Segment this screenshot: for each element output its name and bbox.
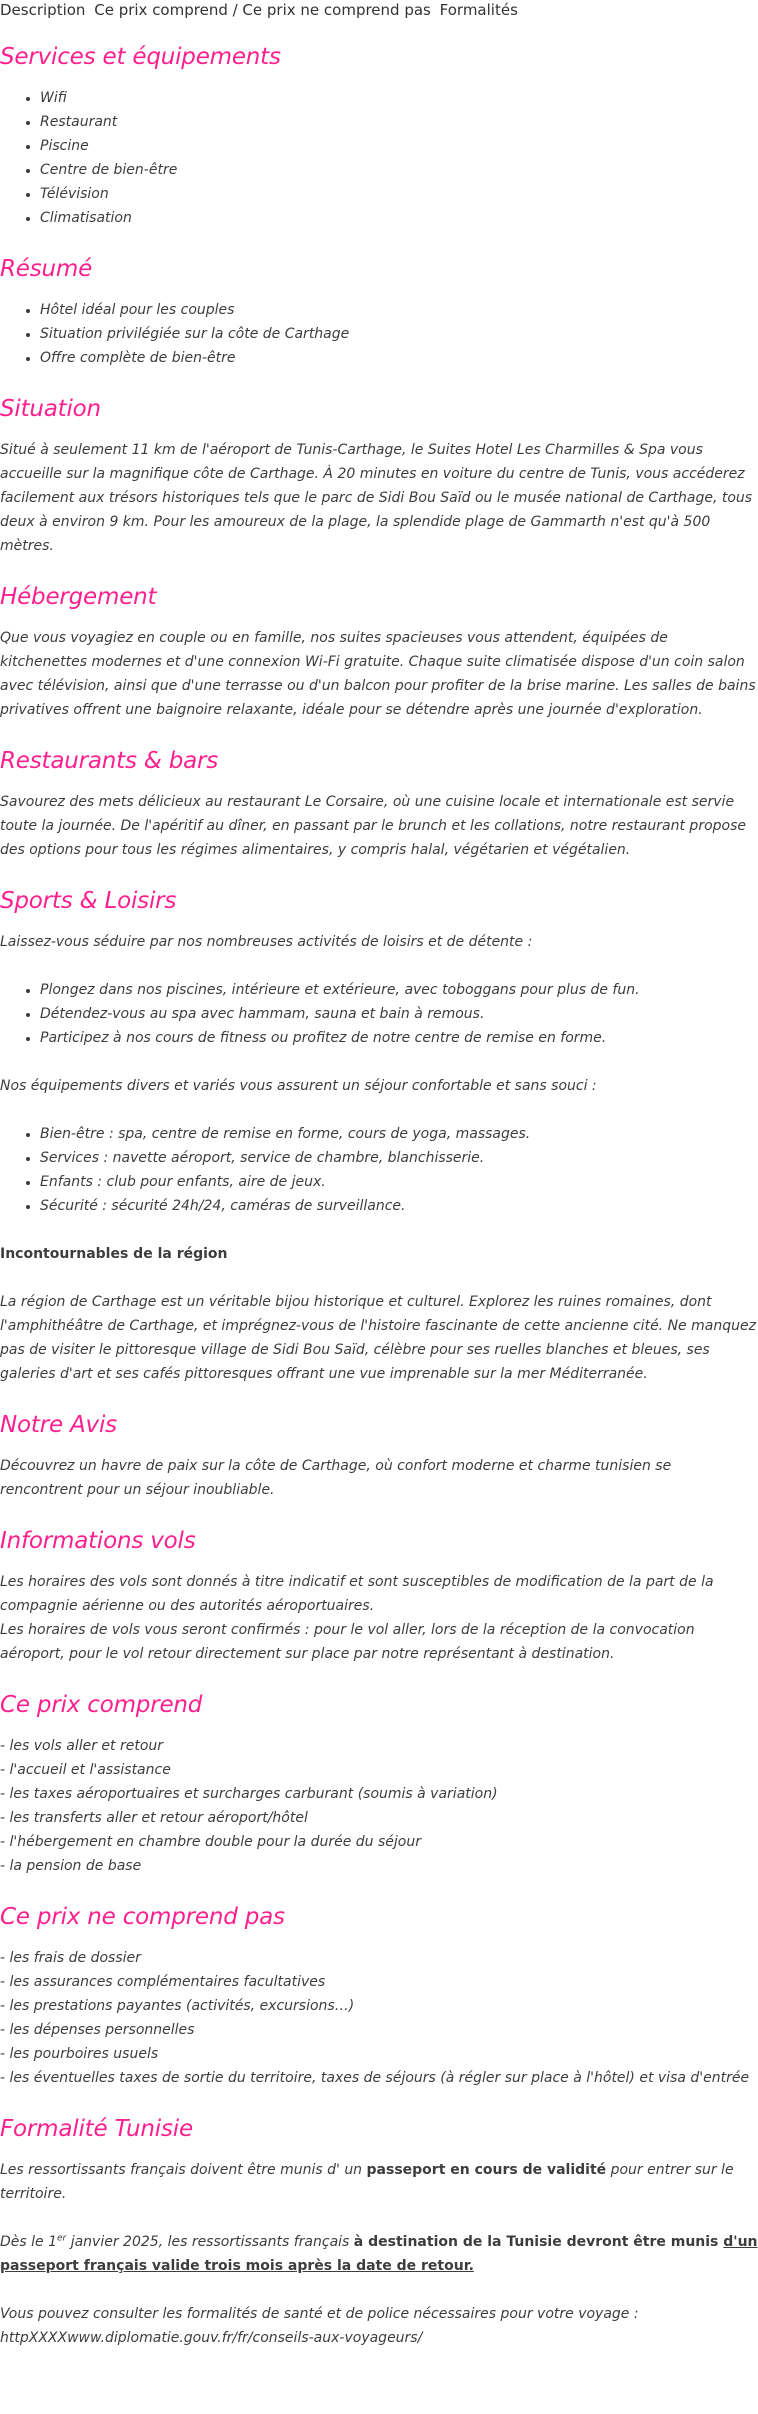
- list-item: • Centre de bien-être: [40, 158, 758, 182]
- list-item: • Enfants : club pour enfants, aire de jeux.: [40, 1170, 758, 1194]
- avis-title: Notre Avis: [0, 1412, 117, 1438]
- vols-section: [0, 1526, 758, 1666]
- text-span: janvier 2025, les ressortissants français: [66, 2234, 354, 2250]
- destination-emphasis: à destination de la Tunisie devront être munis: [353, 2234, 724, 2250]
- tab-bar: [0, 0, 758, 20]
- services-list: [0, 86, 758, 230]
- list-item: • Piscine: [40, 134, 758, 158]
- ne-comprend-lines: [0, 1946, 758, 2090]
- list-item: • Offre complète de bien-être: [40, 346, 758, 370]
- text-span: Les ressortissants français doivent être munis d' un: [0, 2162, 367, 2178]
- avis-section: [0, 1410, 758, 1502]
- sports-intro2: Nos équipements divers et variés vous assurent un séjour confortable et sans souci :: [0, 1078, 597, 1094]
- list-item: - les dépenses personnelles: [0, 2022, 195, 2038]
- resume-list: [0, 298, 758, 370]
- passport-emphasis: passeport en cours de validité: [366, 2162, 607, 2178]
- list-item: • Wifi: [40, 86, 758, 110]
- tab-prix[interactable]: Ce prix comprend / Ce prix ne comprend pas: [94, 1, 431, 19]
- ne-comprend-section: [0, 1902, 758, 2090]
- list-item: - les transferts aller et retour aéroport/hôtel: [0, 1810, 308, 1826]
- services-title: Services et équipements: [0, 44, 281, 70]
- sports-section: [0, 886, 758, 1386]
- avis-text: Découvrez un havre de paix sur la côte de Carthage, où confort moderne et charme tunisien se rencontrent pour un séjour inoubliable.: [0, 1458, 672, 1498]
- list-item: • Participez à nos cours de fitness ou profitez de notre centre de remise en forme.: [40, 1026, 758, 1050]
- list-item: - les frais de dossier: [0, 1950, 141, 1966]
- list-item: • Hôtel idéal pour les couples: [40, 298, 758, 322]
- list-item: • Situation privilégiée sur la côte de Carthage: [40, 322, 758, 346]
- vols-title: Informations vols: [0, 1528, 196, 1554]
- list-item: - les vols aller et retour: [0, 1738, 164, 1754]
- region-text: La région de Carthage est un véritable bijou historique et culturel. Explorez les ruines romaines, dont l'amphithéâtre de Carthage, et imprégnez-vous de l'histoire fascinante de cette ancienne cité. Ne manquez pas de visiter le pittoresque village de Sidi Bou Saïd, célèbre pour ses ruelles blanches et bleues, ses galeries d'art et ses cafés pittoresques offrant une vue imprenable sur la mer Méditerranée.: [0, 1294, 756, 1382]
- comprend-title: Ce prix comprend: [0, 1692, 203, 1718]
- list-item: • Sécurité : sécurité 24h/24, caméras de surveillance.: [40, 1194, 758, 1218]
- formalite-title: Formalité Tunisie: [0, 2116, 193, 2142]
- tab-description[interactable]: Description: [0, 1, 86, 19]
- vols-line: Les horaires de vols vous seront confirmés : pour le vol aller, lors de la réception de la convocation aéroport, pour le vol retour directement sur place par notre représentant à destination.: [0, 1622, 695, 1662]
- list-item: - les assurances complémentaires facultatives: [0, 1974, 326, 1990]
- restaurants-title: Restaurants & bars: [0, 748, 219, 774]
- list-item: • Plongez dans nos piscines, intérieure et extérieure, avec toboggans pour plus de fun.: [40, 978, 758, 1002]
- list-item: - les pourboires usuels: [0, 2046, 159, 2062]
- resume-section: [0, 254, 758, 370]
- list-item: - l'hébergement en chambre double pour la durée du séjour: [0, 1834, 421, 1850]
- services-section: [0, 42, 758, 230]
- equipements-list: [0, 1122, 758, 1218]
- formalite-passport-text: [0, 2158, 758, 2206]
- list-item: • Restaurant: [40, 110, 758, 134]
- formalite-consult: [0, 2302, 758, 2350]
- list-item: • Télévision: [40, 182, 758, 206]
- list-item: • Services : navette aéroport, service de chambre, blanchisserie.: [40, 1146, 758, 1170]
- resume-title: Résumé: [0, 256, 93, 282]
- list-item: - l'accueil et l'assistance: [0, 1762, 171, 1778]
- vols-line: Les horaires des vols sont donnés à titre indicatif et sont susceptibles de modification de la part de la compagnie aérienne ou des autorités aéroportuaires.: [0, 1574, 714, 1614]
- vols-lines: [0, 1570, 758, 1666]
- list-item: • Bien-être : spa, centre de remise en forme, cours de yoga, massages.: [40, 1122, 758, 1146]
- passport-validity-emphasis: d'un passeport français valide trois mois après la date de retour.: [0, 2234, 758, 2274]
- hebergement-section: [0, 582, 758, 722]
- diplomatie-link[interactable]: httpXXXXwww.diplomatie.gouv.fr/fr/conseils-aux-voyageurs/: [0, 2330, 423, 2346]
- consult-text: Vous pouvez consulter les formalités de santé et de police nécessaires pour votre voyage :: [0, 2306, 639, 2322]
- tab-formalites[interactable]: Formalités: [439, 1, 518, 19]
- text-span: pour entrer sur le territoire.: [0, 2162, 734, 2202]
- hebergement-title: Hébergement: [0, 584, 157, 610]
- list-item: - les prestations payantes (activités, excursions…): [0, 1998, 355, 2014]
- sports-list: [0, 978, 758, 1050]
- comprend-section: [0, 1690, 758, 1878]
- sports-intro: Laissez-vous séduire par nos nombreuses activités de loisirs et de détente :: [0, 934, 533, 950]
- restaurants-section: [0, 746, 758, 862]
- situation-title: Situation: [0, 396, 101, 422]
- situation-text: Situé à seulement 11 km de l'aéroport de Tunis-Carthage, le Suites Hotel Les Charmilles & Spa vous accueille sur la magnifique côte de Carthage. À 20 minutes en voiture du centre de Tunis, vous accéderez facilement aux trésors historiques tels que le parc de Sidi Bou Saïd ou le musée national de Carthage, tous deux à environ 9 km. Pour les amoureux de la plage, la splendide plage de Gammarth n'est qu'à 500 mètres.: [0, 442, 753, 554]
- sports-title: Sports & Loisirs: [0, 888, 177, 914]
- hebergement-text: Que vous voyagiez en couple ou en famille, nos suites spacieuses vous attendent, équipées de kitchenettes modernes et d'une connexion Wi-Fi gratuite. Chaque suite climatisée dispose d'un coin salon avec télévision, ainsi que d'une terrasse ou d'un balcon pour profiter de la brise marine. Les salles de bains privatives offrent une baignoire relaxante, idéale pour se détendre après une journée d'exploration.: [0, 630, 756, 718]
- situation-section: [0, 394, 758, 558]
- list-item: • Climatisation: [40, 206, 758, 230]
- list-item: - les taxes aéroportuaires et surcharges carburant (soumis à variation): [0, 1786, 498, 1802]
- restaurants-text: Savourez des mets délicieux au restaurant Le Corsaire, où une cuisine locale et internationale est servie toute la journée. De l'apéritif au dîner, en passant par le brunch et les collations, notre restaurant propose des options pour tous les régimes alimentaires, y compris halal, végétarien et végétalien.: [0, 794, 746, 858]
- region-heading: Incontournables de la région: [0, 1246, 228, 1262]
- formalite-2025-text: [0, 2230, 758, 2278]
- superscript: er: [57, 2233, 67, 2244]
- list-item: • Détendez-vous au spa avec hammam, sauna et bain à remous.: [40, 1002, 758, 1026]
- list-item: - les éventuelles taxes de sortie du territoire, taxes de séjours (à régler sur place à l'hôtel) et visa d'entrée: [0, 2070, 750, 2086]
- text-span: Dès le 1: [0, 2234, 57, 2250]
- formalite-section: [0, 2114, 758, 2350]
- ne-comprend-title: Ce prix ne comprend pas: [0, 1904, 285, 1930]
- list-item: - la pension de base: [0, 1858, 142, 1874]
- comprend-lines: [0, 1734, 758, 1878]
